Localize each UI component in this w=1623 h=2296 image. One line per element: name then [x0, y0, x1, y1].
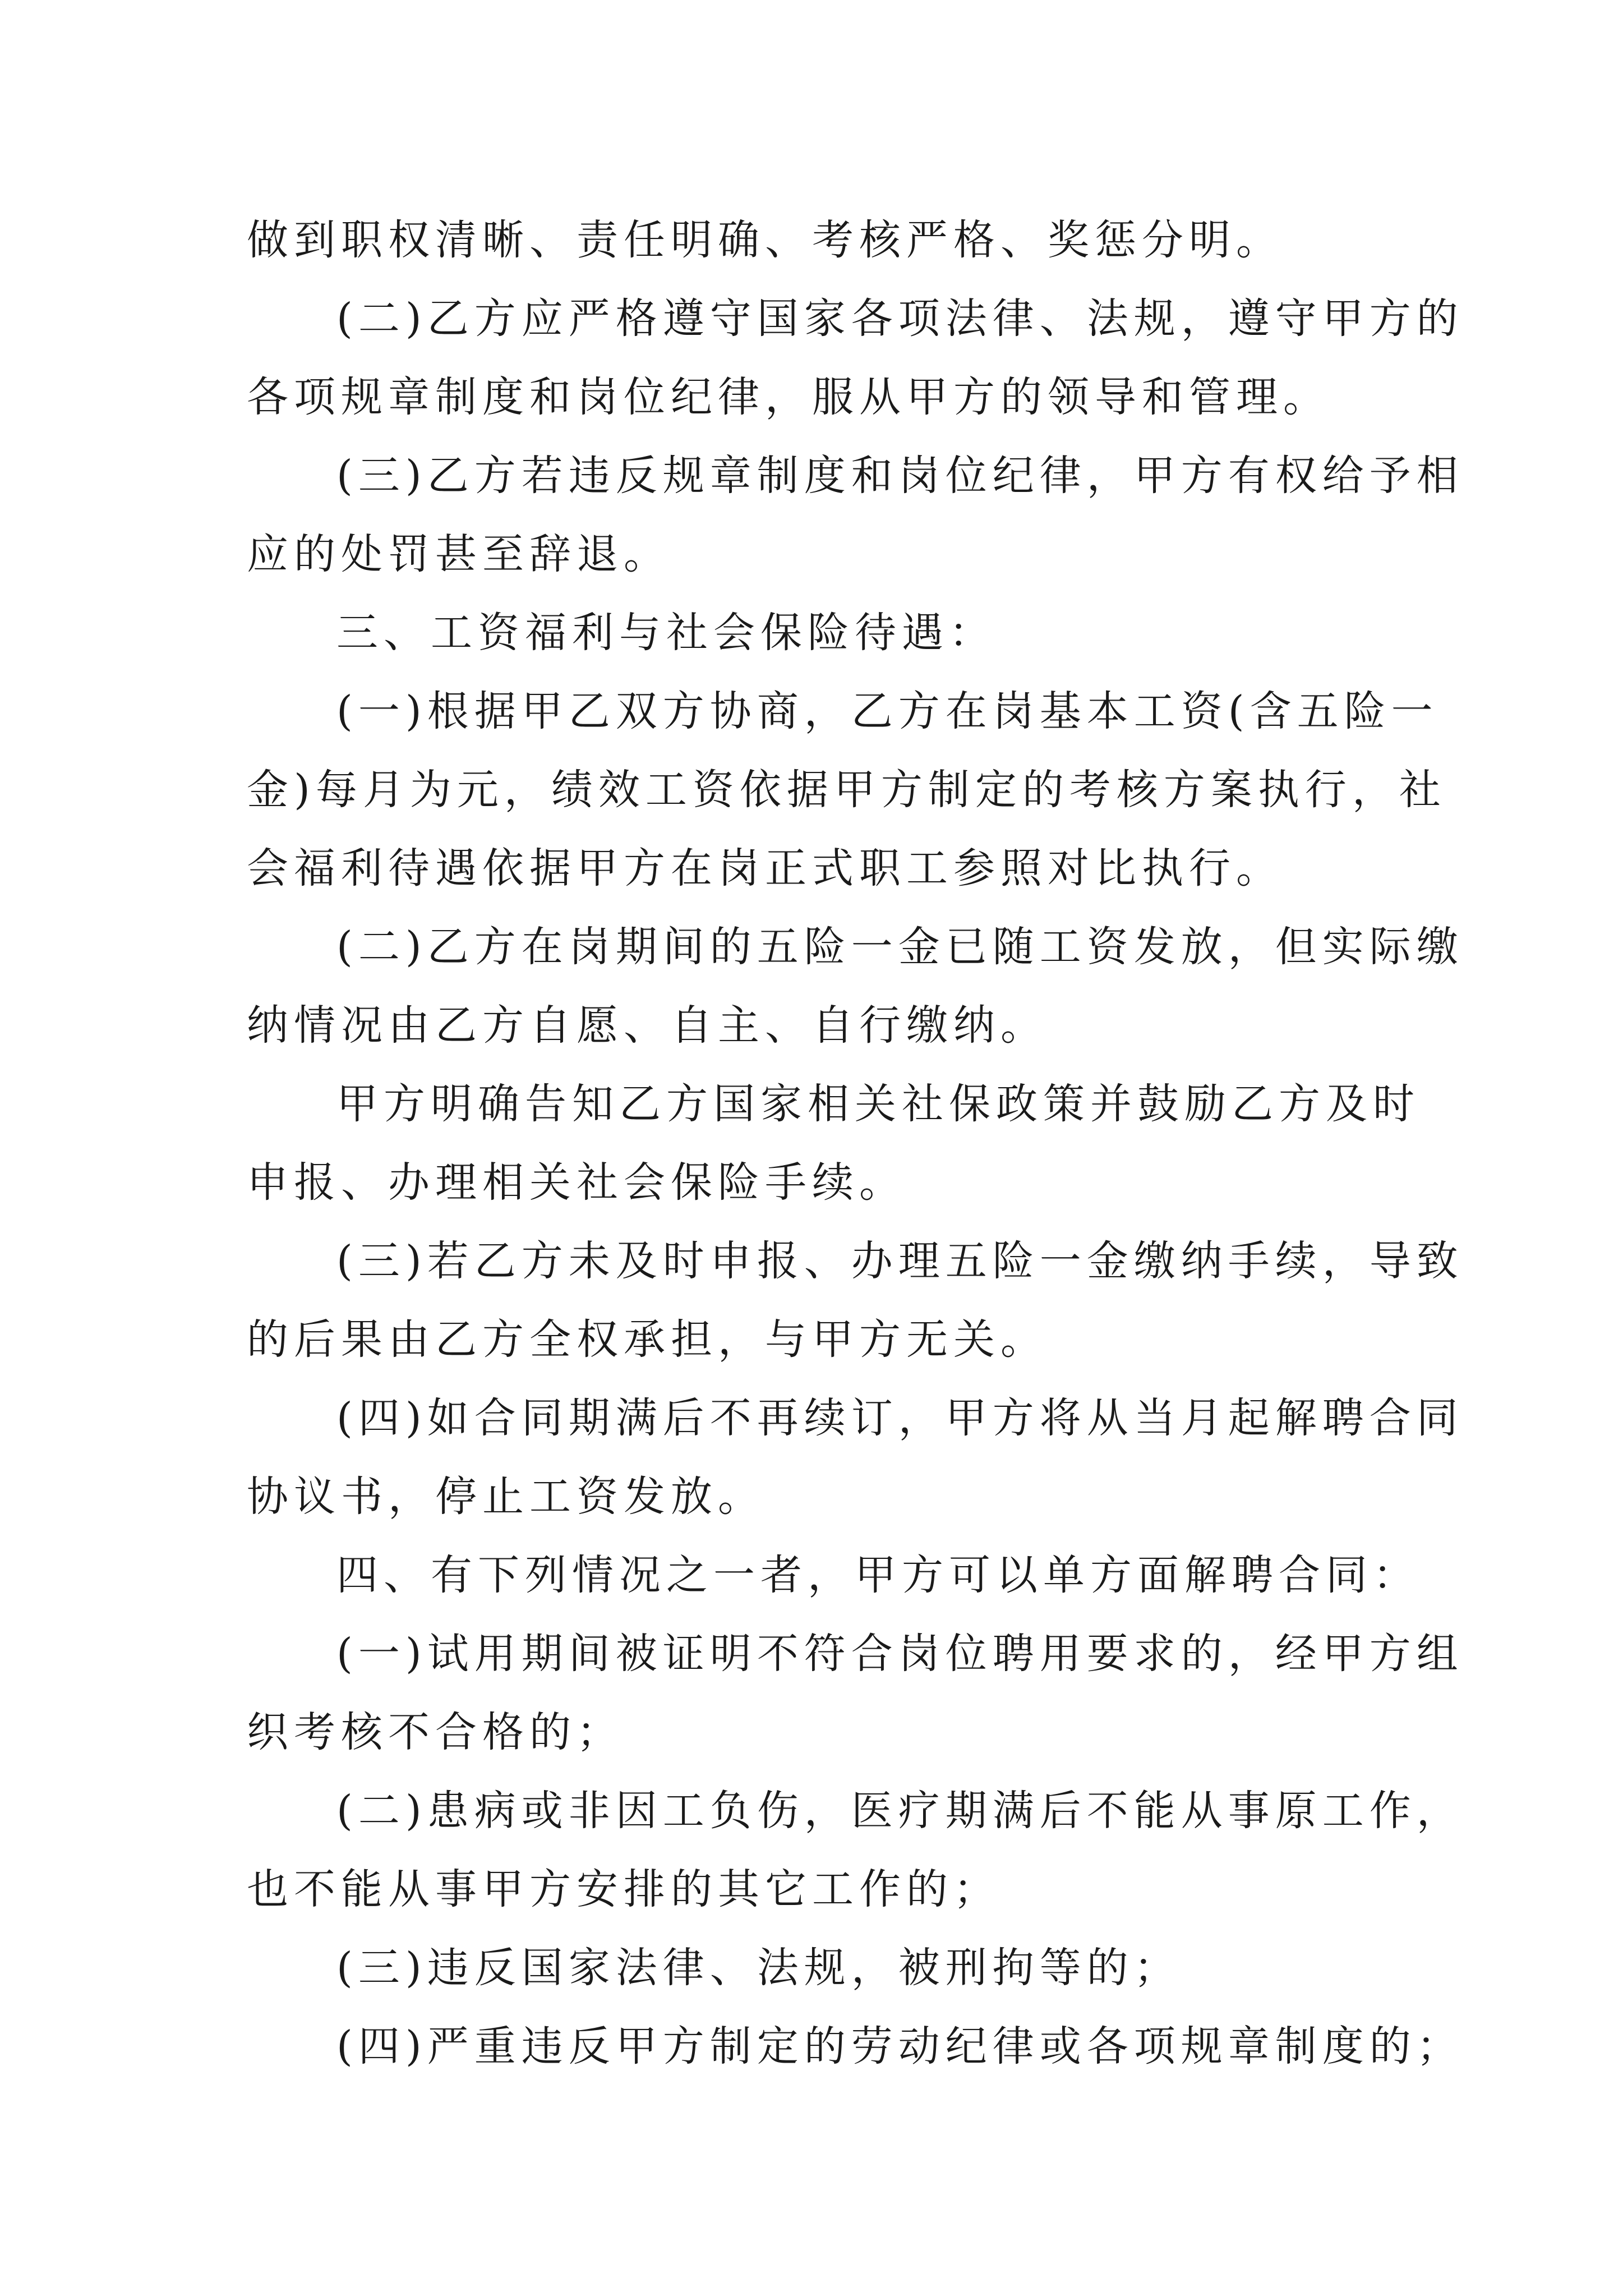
- text-line: (二)乙方应严格遵守国家各项法律、法规，遵守甲方的: [336, 295, 1464, 343]
- text-line: (三)违反国家法律、法规，被刑拘等的；: [336, 1944, 1181, 1992]
- text-line: 也不能从事甲方安排的其它工作的；: [247, 1865, 1000, 1913]
- text-line: 各项规章制度和岗位纪律，服从甲方的领导和管理。: [247, 373, 1330, 421]
- text-line: (四)严重违反甲方制定的劳动纪律或各项规章制度的；: [336, 2022, 1464, 2070]
- text-line: (三)乙方若违反规章制度和岗位纪律，甲方有权给予相: [336, 452, 1464, 500]
- text-line: 应的处罚甚至辞退。: [247, 530, 671, 578]
- text-line: (四)如合同期满后不再续订，甲方将从当月起解聘合同: [336, 1394, 1464, 1442]
- text-line: 织考核不合格的；: [247, 1708, 624, 1756]
- text-line: (一)试用期间被证明不符合岗位聘用要求的，经甲方组: [336, 1630, 1464, 1678]
- text-line: 协议书，停止工资发放。: [247, 1473, 765, 1521]
- section-heading: 三、工资福利与社会保险待遇：: [336, 609, 996, 657]
- text-line: (二)乙方在岗期间的五险一金已随工资发放，但实际缴: [336, 923, 1464, 971]
- text-line: 纳情况由乙方自愿、自主、自行缴纳。: [247, 1001, 1048, 1050]
- text-line: (一)根据甲乙双方协商，乙方在岗基本工资(含五险一: [336, 687, 1438, 735]
- text-line: (二)患病或非因工负伤，医疗期满后不能从事原工作，: [336, 1787, 1464, 1835]
- text-line: (三)若乙方未及时申报、办理五险一金缴纳手续，导致: [336, 1237, 1464, 1285]
- text-line: 金)每月为元，绩效工资依据甲方制定的考核方案执行，社: [247, 766, 1446, 814]
- text-line: 做到职权清晰、责任明确、考核严格、奖惩分明。: [247, 216, 1283, 264]
- section-heading: 四、有下列情况之一者，甲方可以单方面解聘合同：: [336, 1551, 1420, 1599]
- text-line: 申报、办理相关社会保险手续。: [247, 1158, 906, 1207]
- text-line: 会福利待遇依据甲方在岗正式职工参照对比执行。: [247, 844, 1283, 892]
- text-line: 的后果由乙方全权承担，与甲方无关。: [247, 1315, 1048, 1364]
- text-line: 甲方明确告知乙方国家相关社保政策并鼓励乙方及时: [336, 1080, 1420, 1128]
